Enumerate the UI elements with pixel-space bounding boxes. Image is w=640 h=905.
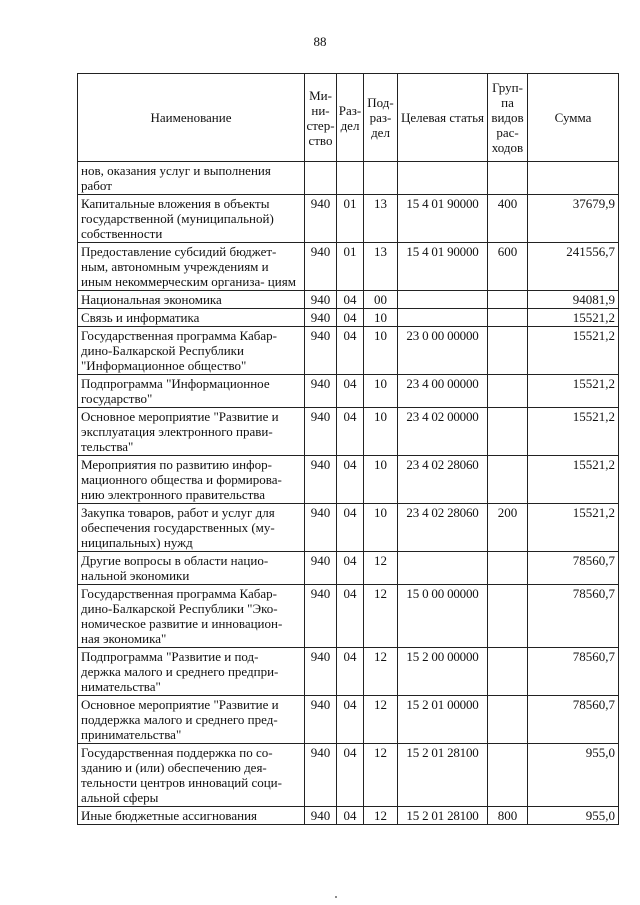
row-expense-group — [488, 327, 528, 375]
row-name: Подпрограмма "Информационное государство" — [78, 375, 305, 408]
row-ministry: 940 — [305, 309, 337, 327]
row-section: 04 — [337, 456, 364, 504]
row-subsection: 13 — [364, 243, 398, 291]
row-section: 04 — [337, 291, 364, 309]
row-target: 15 2 01 28100 — [398, 807, 488, 825]
header-subsection: Под- раз- дел — [364, 74, 398, 162]
row-ministry: 940 — [305, 243, 337, 291]
row-name: Предоставление субсидий бюджет- ным, автономным учреждениям и иным некоммерческим организа- циям — [78, 243, 305, 291]
row-target: 15 2 01 00000 — [398, 696, 488, 744]
row-name: Основное мероприятие "Развитие и поддержка малого и среднего пред- принимательства" — [78, 696, 305, 744]
page-number: 88 — [313, 34, 327, 49]
row-expense-group — [488, 375, 528, 408]
row-subsection: 10 — [364, 375, 398, 408]
row-target: 15 0 00 00000 — [398, 585, 488, 648]
row-amount: 15521,2 — [528, 456, 619, 504]
row-name: Закупка товаров, работ и услуг для обеспечения государственных (му- ниципальных) нужд — [78, 504, 305, 552]
header-ministry: Ми- ни- стер- ство — [305, 74, 337, 162]
header-row — [78, 74, 619, 162]
table-row — [78, 375, 619, 408]
row-amount: 37679,9 — [528, 195, 619, 243]
row-target: 15 4 01 90000 — [398, 195, 488, 243]
row-amount: 955,0 — [528, 807, 619, 825]
row-section: 01 — [337, 243, 364, 291]
row-subsection: 13 — [364, 195, 398, 243]
row-expense-group — [488, 696, 528, 744]
row-expense-group — [488, 552, 528, 585]
table-row — [78, 162, 619, 195]
header-expense-group: Груп- па видов рас- ходов — [488, 74, 528, 162]
row-subsection: 12 — [364, 744, 398, 807]
row-subsection: 00 — [364, 291, 398, 309]
table-row — [78, 309, 619, 327]
row-subsection: 10 — [364, 456, 398, 504]
row-section: 04 — [337, 408, 364, 456]
row-amount — [528, 162, 619, 195]
row-name: Основное мероприятие "Развитие и эксплуатация электронного прави- тельства" — [78, 408, 305, 456]
row-name: Подпрограмма "Развитие и под- держка малого и среднего предпри- нимательства" — [78, 648, 305, 696]
row-ministry: 940 — [305, 552, 337, 585]
row-section: 04 — [337, 585, 364, 648]
header-amount: Сумма — [528, 74, 619, 162]
row-subsection: 12 — [364, 807, 398, 825]
row-name: Государственная программа Кабар- дино-Балкарской Республики "Информационное общество" — [78, 327, 305, 375]
row-amount: 15521,2 — [528, 504, 619, 552]
budget-table — [77, 73, 619, 825]
row-ministry: 940 — [305, 648, 337, 696]
table-row — [78, 696, 619, 744]
row-section: 04 — [337, 744, 364, 807]
row-target: 15 2 01 28100 — [398, 744, 488, 807]
table-row — [78, 327, 619, 375]
row-subsection: 12 — [364, 696, 398, 744]
row-ministry — [305, 162, 337, 195]
table-row — [78, 195, 619, 243]
row-section: 04 — [337, 648, 364, 696]
row-amount: 78560,7 — [528, 585, 619, 648]
row-expense-group — [488, 648, 528, 696]
row-target — [398, 552, 488, 585]
row-amount: 94081,9 — [528, 291, 619, 309]
row-target: 23 4 02 28060 — [398, 456, 488, 504]
row-amount: 955,0 — [528, 744, 619, 807]
row-ministry: 940 — [305, 504, 337, 552]
row-name: Государственная поддержка по со- зданию и (или) обеспечению дея- тельности центров инноваций соци- альной сферы — [78, 744, 305, 807]
row-ministry: 940 — [305, 456, 337, 504]
row-name: Иные бюджетные ассигнования — [78, 807, 305, 825]
row-subsection: 12 — [364, 585, 398, 648]
row-name: Капитальные вложения в объекты государственной (муниципальной) собственности — [78, 195, 305, 243]
row-name: Мероприятия по развитию инфор- мационного общества и формирова- нию электронного правительства — [78, 456, 305, 504]
row-amount: 15521,2 — [528, 408, 619, 456]
table-row — [78, 744, 619, 807]
row-amount: 78560,7 — [528, 648, 619, 696]
row-amount: 15521,2 — [528, 327, 619, 375]
row-section: 04 — [337, 309, 364, 327]
row-ministry: 940 — [305, 375, 337, 408]
header-section: Раз- дел — [337, 74, 364, 162]
row-section: 01 — [337, 195, 364, 243]
row-target: 23 4 00 00000 — [398, 375, 488, 408]
row-amount: 78560,7 — [528, 696, 619, 744]
row-section: 04 — [337, 375, 364, 408]
table-row — [78, 243, 619, 291]
table-row — [78, 408, 619, 456]
row-target — [398, 309, 488, 327]
table-row — [78, 504, 619, 552]
row-subsection: 10 — [364, 408, 398, 456]
row-section: 04 — [337, 504, 364, 552]
row-target: 23 4 02 00000 — [398, 408, 488, 456]
row-section: 04 — [337, 327, 364, 375]
row-expense-group: 400 — [488, 195, 528, 243]
row-target: 15 2 00 00000 — [398, 648, 488, 696]
table-row — [78, 807, 619, 825]
row-name: Государственная программа Кабар- дино-Балкарской Республики "Эко- номическое развитие и инновацион- ная экономика" — [78, 585, 305, 648]
row-amount: 78560,7 — [528, 552, 619, 585]
scan-speck — [335, 896, 337, 898]
row-ministry: 940 — [305, 408, 337, 456]
row-name: нов, оказания услуг и выполнения работ — [78, 162, 305, 195]
row-expense-group — [488, 291, 528, 309]
row-section: 04 — [337, 696, 364, 744]
row-ministry: 940 — [305, 195, 337, 243]
table-row — [78, 552, 619, 585]
row-amount: 15521,2 — [528, 375, 619, 408]
row-target: 15 4 01 90000 — [398, 243, 488, 291]
row-ministry: 940 — [305, 807, 337, 825]
row-ministry: 940 — [305, 291, 337, 309]
row-target — [398, 162, 488, 195]
row-name: Другие вопросы в области нацио- нальной экономики — [78, 552, 305, 585]
row-section: 04 — [337, 807, 364, 825]
row-amount: 15521,2 — [528, 309, 619, 327]
table-row — [78, 648, 619, 696]
table-row — [78, 456, 619, 504]
row-ministry: 940 — [305, 585, 337, 648]
row-target — [398, 291, 488, 309]
row-section: 04 — [337, 552, 364, 585]
row-expense-group — [488, 309, 528, 327]
row-subsection: 10 — [364, 327, 398, 375]
row-expense-group: 200 — [488, 504, 528, 552]
row-subsection: 10 — [364, 309, 398, 327]
row-ministry: 940 — [305, 327, 337, 375]
header-name: Наименование — [78, 74, 305, 162]
row-expense-group — [488, 456, 528, 504]
row-subsection: 12 — [364, 648, 398, 696]
table-body — [78, 162, 619, 825]
row-ministry: 940 — [305, 696, 337, 744]
table-row — [78, 291, 619, 309]
row-expense-group — [488, 585, 528, 648]
row-expense-group — [488, 744, 528, 807]
row-subsection: 10 — [364, 504, 398, 552]
row-subsection: 12 — [364, 552, 398, 585]
header-target: Целевая статья — [398, 74, 488, 162]
row-name: Национальная экономика — [78, 291, 305, 309]
row-ministry: 940 — [305, 744, 337, 807]
table-row — [78, 585, 619, 648]
row-expense-group — [488, 162, 528, 195]
row-subsection — [364, 162, 398, 195]
row-target: 23 0 00 00000 — [398, 327, 488, 375]
row-expense-group — [488, 408, 528, 456]
row-name: Связь и информатика — [78, 309, 305, 327]
row-expense-group: 800 — [488, 807, 528, 825]
row-target: 23 4 02 28060 — [398, 504, 488, 552]
row-expense-group: 600 — [488, 243, 528, 291]
row-amount: 241556,7 — [528, 243, 619, 291]
row-section — [337, 162, 364, 195]
